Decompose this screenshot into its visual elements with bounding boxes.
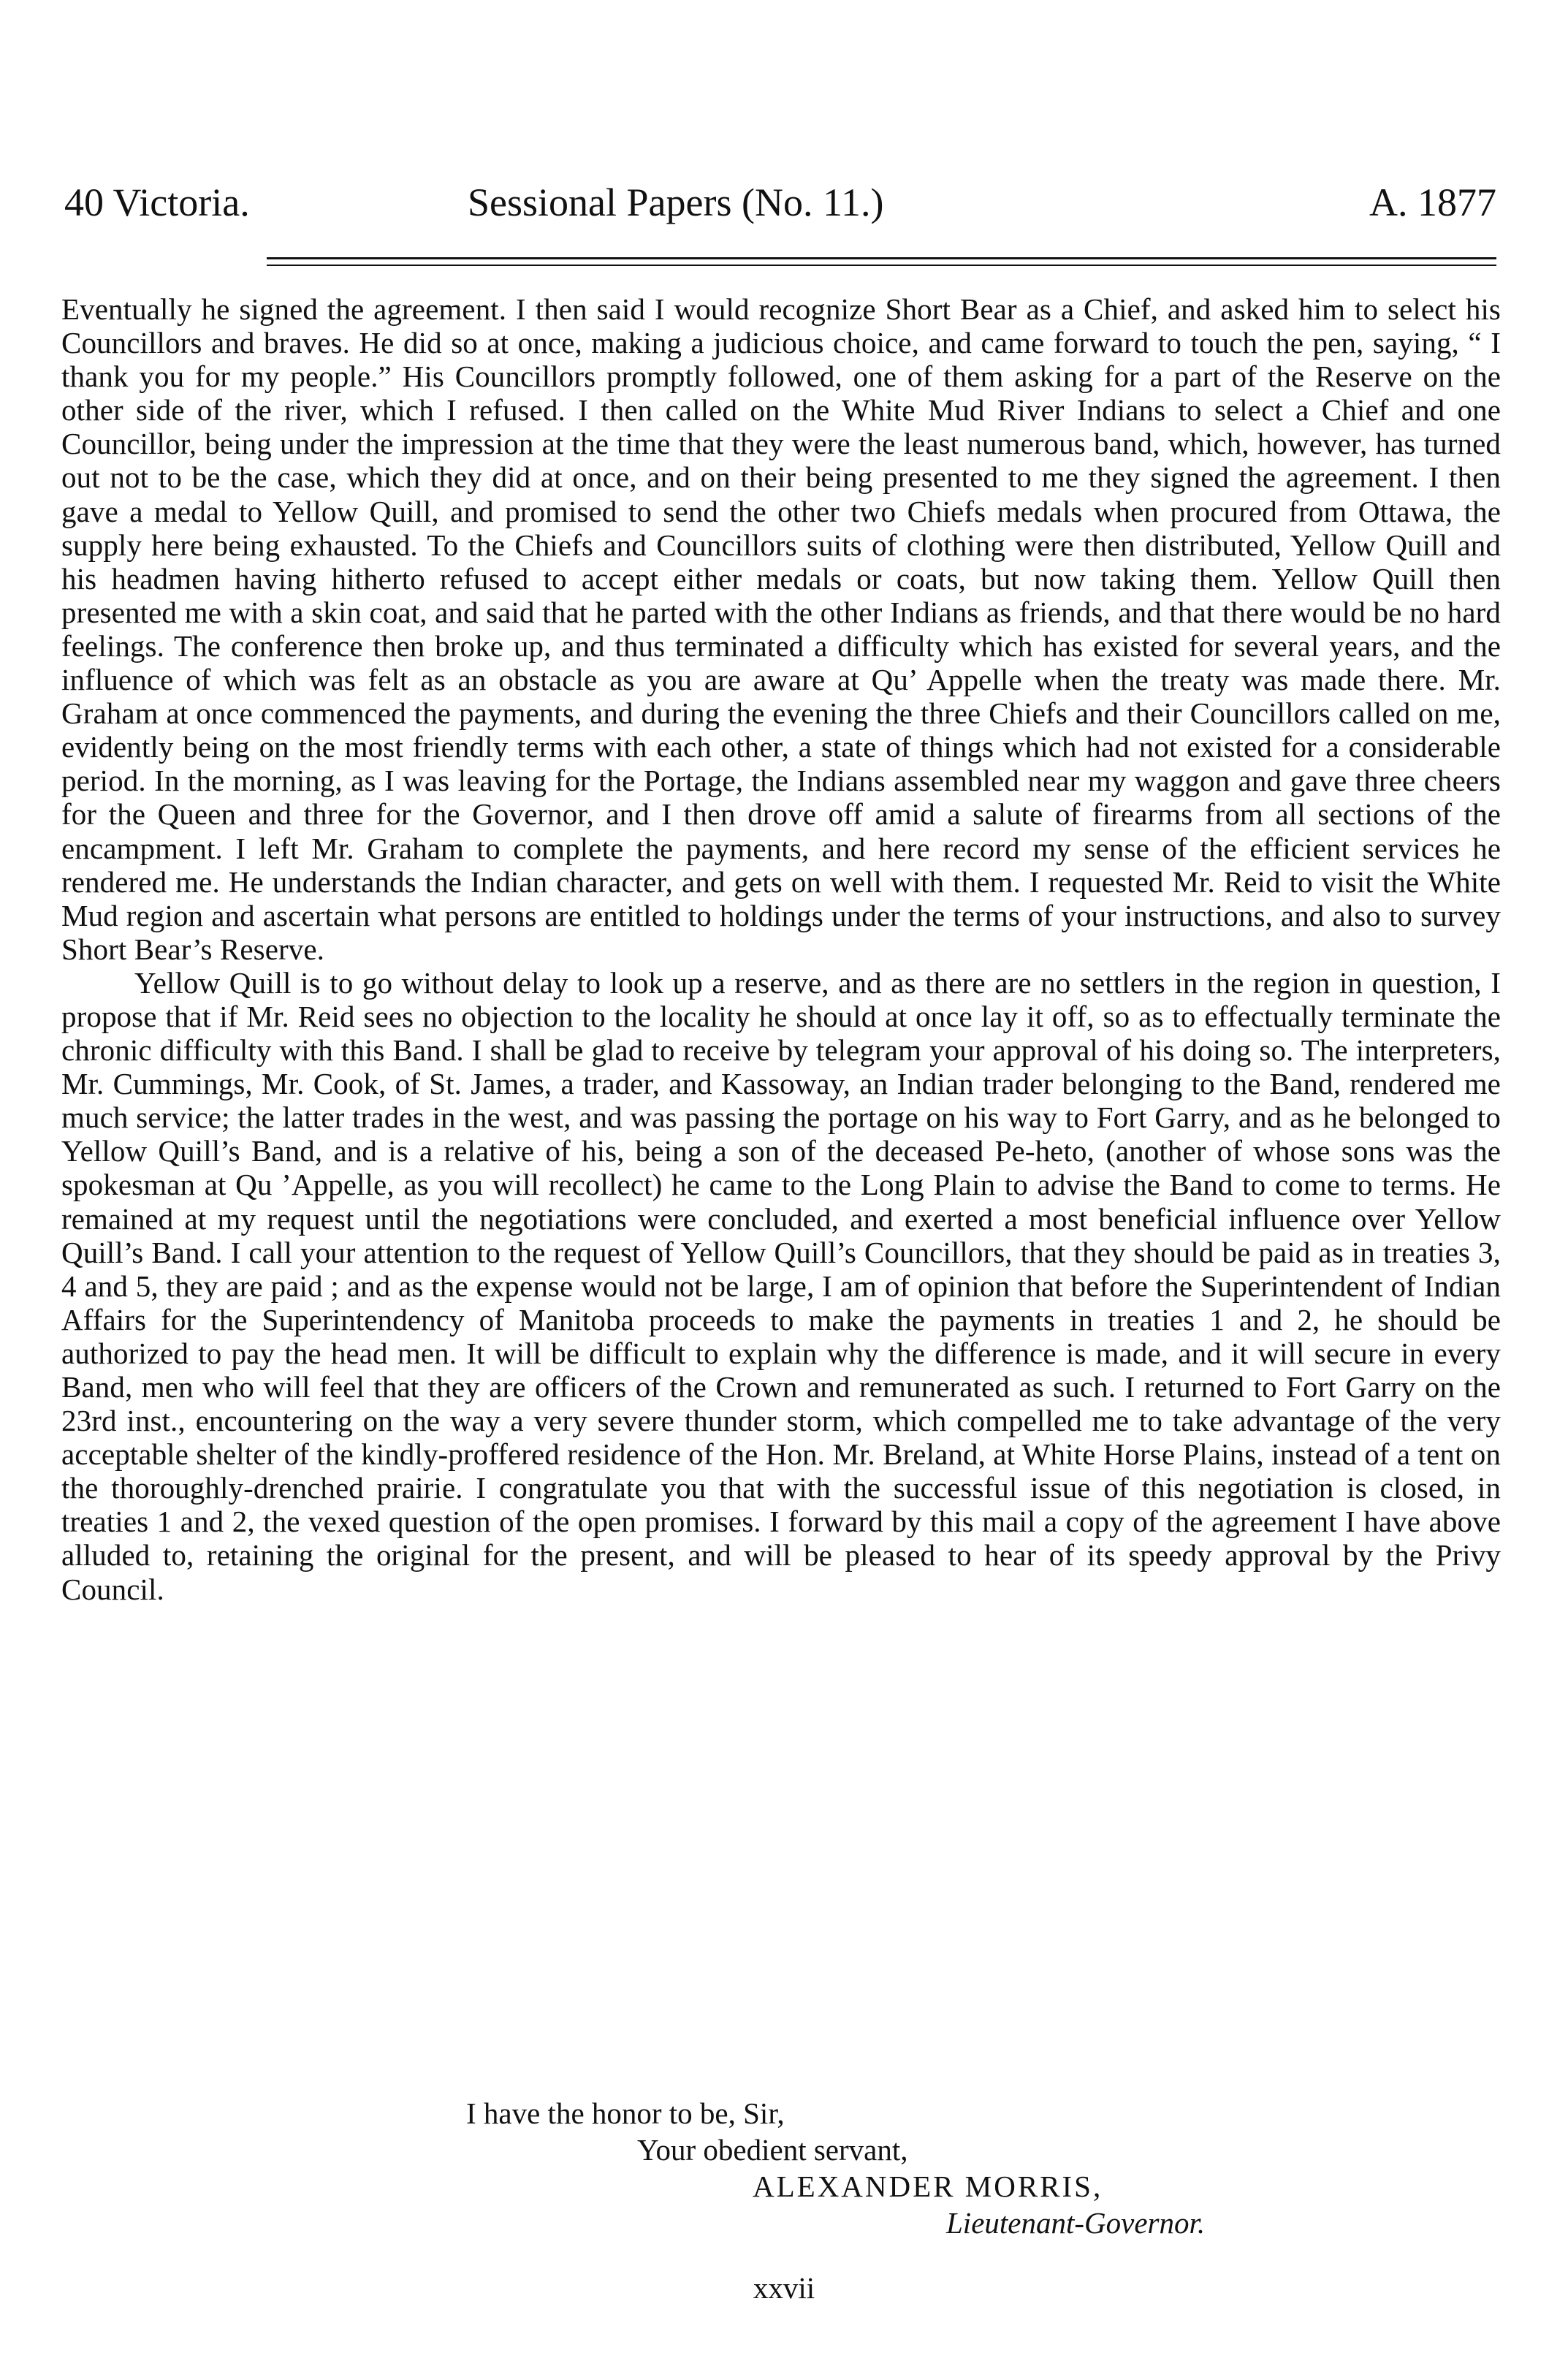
header-rule-bottom [267, 265, 1496, 266]
letter-body [61, 292, 1501, 1606]
signature-name: ALEXANDER MORRIS, [753, 2170, 1103, 2203]
closing-honor: I have the honor to be, Sir, [466, 2096, 785, 2130]
running-header [64, 170, 1496, 235]
body-paragraph: Eventually he signed the agreement. I then said I would recognize Short Bear as a Chief, and asked him to select his Councillors and braves. He did so at once, making a judicious choice, and came forward to touch the pen, saying, “ I thank you for my people.” His Councillors promptly followed, one of them asking for a part of the Reserve on the other side of the river, which I refused. I then called on the White Mud River Indians to select a Chief and one Councillor, being under the impression at the time that they were the least numerous band, which, however, has turned out not to be the case, which they did at once, and on their being presented to me they signed the agreement. I then gave a medal to Yellow Quill, and promised to send the other two Chiefs medals when procured from Ottawa, the supply here being exhausted. To the Chiefs and Councillors suits of clothing were then distributed, Yellow Quill and his headmen having hitherto refused to accept either medals or coats, but now taking them. Yellow Quill then presented me with a skin coat, and said that he parted with the other Indians as friends, and that there would be no hard feelings. The conference then broke up, and thus terminated a difficulty which has existed for several years, and the influence of which was felt as an obstacle as you are aware at Qu’ Appelle when the treaty was made there. Mr. Graham at once commenced the payments, and during the evening the three Chiefs and their Councillors called on me, evidently being on the most friendly terms with each other, a state of things which had not existed for a considerable period. In the morning, as I was leaving for the Portage, the Indians assembled near my waggon and gave three cheers for the Queen and three for the Governor, and I then drove off amid a salute of firearms from all sections of the encampment. I left Mr. Graham to complete the payments, and here record my sense of the efficient services he rendered me. He understands the Indian character, and gets on well with them. I requested Mr. Reid to visit the White Mud region and ascertain what persons are entitled to holdings under the terms of your instructions, and also to survey Short Bear’s Reserve. [61, 292, 1501, 966]
header-rule-top [267, 257, 1496, 259]
page-folio: xxvii [753, 2271, 815, 2305]
body-paragraph: Yellow Quill is to go without delay to look up a reserve, and as there are no settlers in the region in question, I propose that if Mr. Reid sees no objection to the locality he should at once lay it off, so as to effectually terminate the chronic difficulty with this Band. I shall be glad to receive by telegram your approval of his doing so. The interpreters, Mr. Cummings, Mr. Cook, of St. James, a trader, and Kassoway, an Indian trader belonging to the Band, rendered me much service; the latter trades in the west, and was passing the portage on his way to Fort Garry, and as he belonged to Yellow Quill’s Band, and is a relative of his, being a son of the deceased Pe-heto, (another of whose sons was the spokesman at Qu ’Appelle, as you will recollect) he came to the Long Plain to advise the Band to come to terms. He remained at my request until the negotiations were concluded, and exerted a most beneficial influence over Yellow Quill’s Band. I call your attention to the request of Yellow Quill’s Councillors, that they should be paid as in treaties 3, 4 and 5, they are paid ; and as the expense would not be large, I am of opinion that before the Superintendent of Indian Affairs for the Superintendency of Manitoba proceeds to make the payments in treaties 1 and 2, he should be authorized to pay the head men. It will be difficult to explain why the difference is made, and it will secure in every Band, men who will feel that they are officers of the Crown and remunerated as such. I returned to Fort Garry on the 23rd inst., encountering on the way a very severe thunder storm, which compelled me to take advantage of the very acceptable shelter of the kindly-proffered residence of the Hon. Mr. Breland, at White Horse Plains, instead of a tent on the thoroughly-drenched prairie. I congratulate you that with the successful issue of this negotiation is closed, in treaties 1 and 2, the vexed question of the open promises. I forward by this mail a copy of the agreement I have above alluded to, retaining the original for the present, and will be pleased to hear of its speedy approval by the Privy Council. [61, 965, 1501, 1606]
header-year: A. 1877 [1369, 180, 1496, 224]
closing-servant: Your obedient servant, [637, 2133, 908, 2167]
header-sessional-papers: Sessional Papers (No. 11.) [468, 180, 884, 224]
signature-title: Lieutenant-Governor. [946, 2206, 1206, 2240]
header-session-label: 40 Victoria. [64, 180, 250, 224]
